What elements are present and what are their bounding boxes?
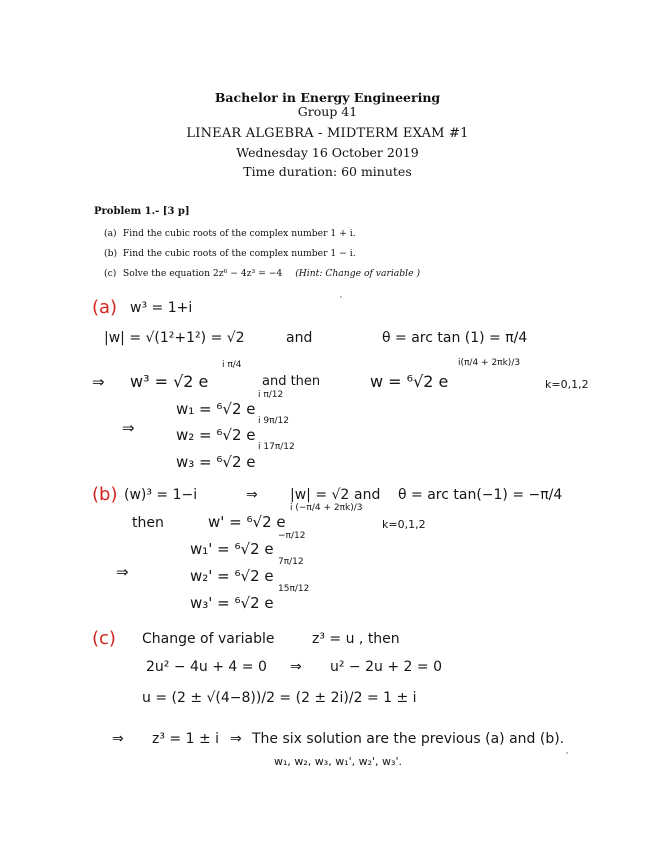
part-b-eq1: (w)³ = 1−i	[124, 487, 198, 503]
problem-item-text: Solve the equation 2z⁶ − 4z³ = −4	[122, 268, 283, 279]
part-a-and-then: and then	[262, 374, 321, 389]
part-a-label: (a)	[92, 297, 118, 318]
part-c-conclusion: The six solution are the previous (a) and (b).	[252, 731, 565, 747]
problem-item-c	[104, 268, 420, 279]
implies-arrow: ⇒	[290, 659, 302, 675]
part-a-and: and	[286, 330, 313, 346]
part-b-w2: w₂' = ⁶√2 e	[190, 567, 274, 585]
problem-item-text: Find the cubic roots of the complex number 1 + i.	[122, 228, 356, 239]
group-label: Group 41	[297, 104, 358, 119]
part-a-w-general-exp: i(π/4 + 2πk)/3	[458, 358, 521, 368]
part-a-eq1: w³ = 1+i	[130, 300, 193, 316]
exam-title: LINEAR ALGEBRA - MIDTERM EXAM #1	[186, 126, 469, 141]
part-c-change: Change of variable	[142, 631, 275, 647]
part-a-modulus: |w| = √(1²+1²) = √2	[104, 330, 245, 346]
implies-arrow: ⇒	[122, 419, 135, 437]
implies-arrow: ⇒	[116, 563, 129, 581]
part-b-w1: w₁' = ⁶√2 e	[190, 540, 274, 558]
stray-mark	[340, 296, 342, 298]
part-b-w3: w₃' = ⁶√2 e	[190, 594, 274, 612]
part-a-w2-exp: i 9π/12	[258, 416, 289, 426]
part-a-w2: w₂ = ⁶√2 e	[176, 426, 256, 444]
part-a-k-range: k=0,1,2	[545, 378, 589, 391]
implies-arrow: ⇒	[112, 731, 124, 747]
part-a-w1-exp: i π/12	[258, 390, 284, 400]
part-c-eq1: 2u² − 4u + 4 = 0	[146, 659, 267, 675]
part-b-then: then	[132, 515, 164, 531]
part-c-z3: z³ = 1 ± i	[152, 731, 220, 747]
part-b-w-general-exp: i (−π/4 + 2πk)/3	[290, 503, 363, 513]
part-a-w1: w₁ = ⁶√2 e	[176, 400, 256, 418]
part-a-w3: w³ = √2 e	[130, 372, 209, 391]
implies-arrow: ⇒	[92, 373, 105, 391]
part-c-solution-list: w₁, w₂, w₃, w₁', w₂', w₃'.	[274, 755, 402, 768]
part-b-label: (b)	[92, 484, 118, 505]
problem-item-b	[104, 248, 356, 259]
part-c-label: (c)	[92, 628, 116, 649]
part-b-w2-exp: 7π/12	[278, 557, 304, 567]
part-c-substitution: z³ = u , then	[312, 631, 400, 647]
part-c-quadratic: u = (2 ± √(4−8))/2 = (2 ± 2i)/2 = 1 ± i	[142, 690, 417, 706]
exam-date: Wednesday 16 October 2019	[236, 145, 419, 160]
stray-mark	[566, 752, 568, 754]
problem-item-label: (b)	[104, 248, 118, 259]
part-a-w3-root-exp: i 17π/12	[258, 442, 295, 452]
part-a-w-general: w = ⁶√2 e	[370, 372, 449, 391]
problem-item-label: (a)	[104, 228, 117, 239]
part-b-theta: θ = arc tan(−1) = −π/4	[398, 487, 563, 503]
part-b-w3-exp: 15π/12	[278, 584, 310, 594]
part-b-and: and	[354, 487, 381, 503]
degree-title: Bachelor in Energy Engineering	[214, 90, 441, 105]
implies-arrow: ⇒	[246, 487, 258, 503]
part-a-w3-exp: i π/4	[222, 360, 242, 370]
part-a-w3-root: w₃ = ⁶√2 e	[176, 453, 256, 471]
exam-duration: Time duration: 60 minutes	[243, 164, 412, 179]
problem-title: Problem 1.- [3 p]	[94, 206, 190, 217]
problem-item-a	[104, 228, 356, 239]
part-b-modulus: |w| = √2	[290, 487, 350, 503]
problem-item-text: Find the cubic roots of the complex number 1 − i.	[122, 248, 356, 259]
problem-hint: (Hint: Change of variable )	[295, 268, 421, 279]
part-b-k-range: k=0,1,2	[382, 518, 426, 531]
part-b-w-general: w' = ⁶√2 e	[208, 513, 286, 531]
implies-arrow: ⇒	[230, 731, 242, 747]
problem-item-label: (c)	[104, 268, 117, 279]
part-a-theta: θ = arc tan (1) = π/4	[382, 330, 528, 346]
part-c-eq2: u² − 2u + 2 = 0	[330, 659, 442, 675]
part-b-w1-exp: −π/12	[278, 531, 306, 541]
